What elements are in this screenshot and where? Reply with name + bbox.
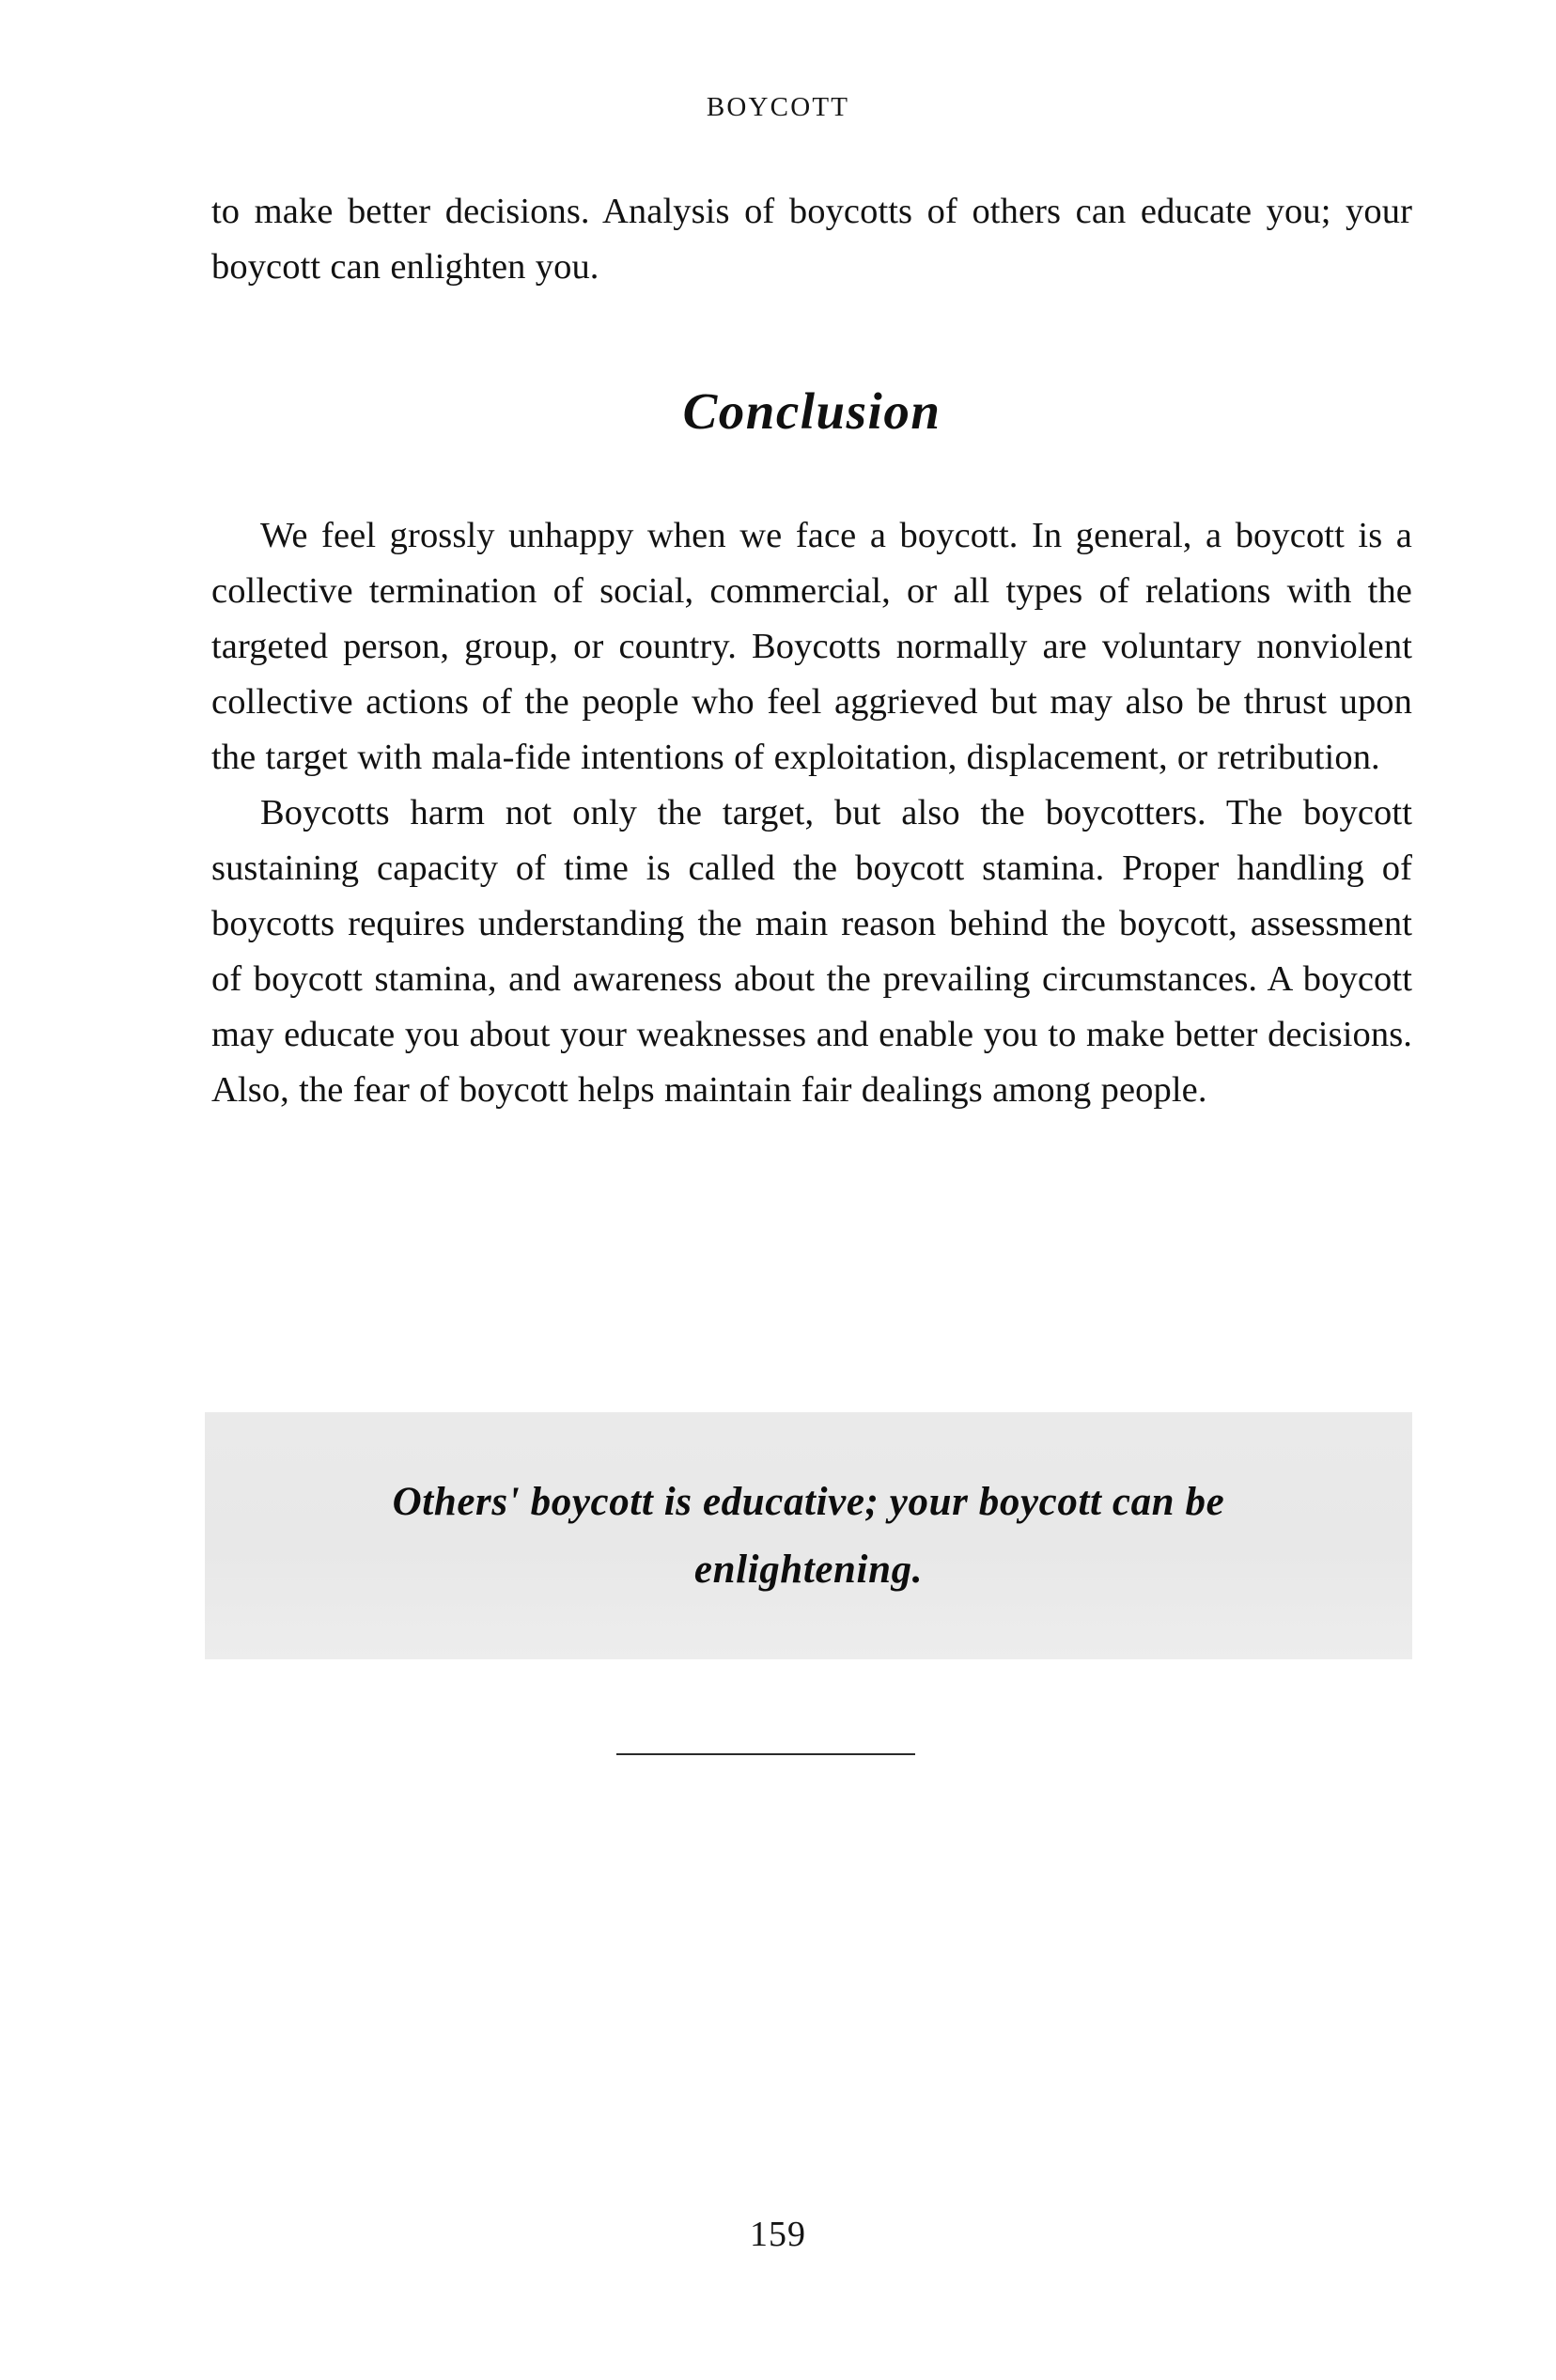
pull-quote-text: Others' boycott is educative; your boycott can be enlightening.	[392, 1479, 1225, 1592]
text-column	[211, 184, 1412, 1118]
page-number: 159	[750, 2215, 806, 2254]
spacer-after-heading	[211, 441, 1412, 508]
section-divider-rule	[616, 1753, 915, 1755]
running-head: BOYCOTT	[706, 92, 850, 122]
paragraph-continued: to make better decisions. Analysis of boycotts of others can educate you; your boycott can enlighten you.	[211, 192, 1412, 287]
paragraph-1: We feel grossly unhappy when we face a boycott. In general, a boycott is a collective termination of social, commercial, or all types of relations with the targeted person, group, or country. Boycotts normally are voluntary nonviolent collective actions of the people who feel aggrieved but may also be thrust upon the target with mala-fide intentions of exploitation, displacement, or retribution.	[211, 516, 1412, 777]
section-heading: Conclusion	[682, 382, 941, 440]
paragraph-2: Boycotts harm not only the target, but also the boycotters. The boycott sustaining capacity of time is called the boycott stamina. Proper handling of boycotts requires understanding the main reason behind the boycott, assessment of boycott stamina, and awareness about the prevailing circumstances. A boycott may educate you about your weaknesses and enable you to make better decisions. Also, the fear of boycott helps maintain fair dealings among people.	[211, 793, 1412, 1110]
pull-quote-callout	[205, 1412, 1412, 1659]
spacer-before-heading	[211, 295, 1412, 381]
